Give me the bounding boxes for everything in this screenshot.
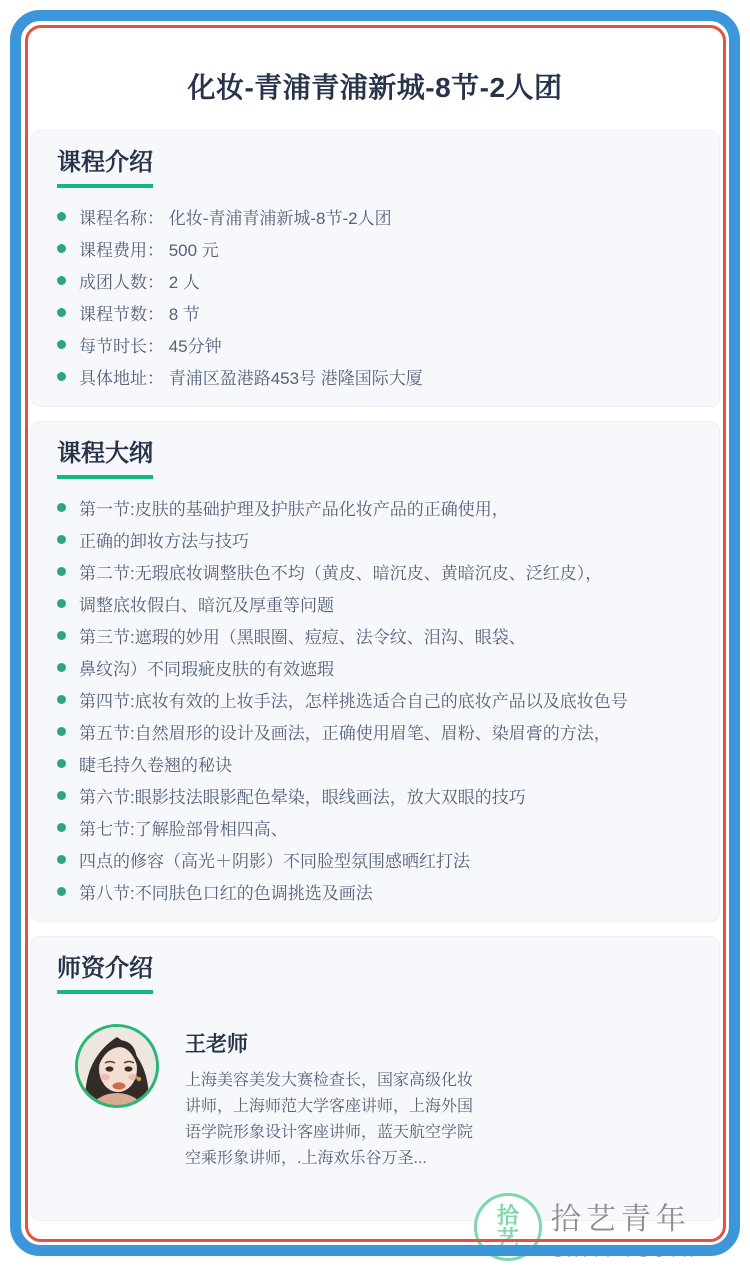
bullet-icon <box>57 276 66 285</box>
brand-name-en: SHIYI YOUTH <box>552 1243 698 1261</box>
list-item <box>57 811 697 843</box>
list-item <box>57 779 697 811</box>
list-item-text: 第五节:自然眉形的设计及画法，正确使用眉笔、眉粉、染眉膏的方法， <box>79 723 611 743</box>
bullet-icon <box>57 695 66 704</box>
teacher-info <box>185 1024 487 1172</box>
list-item <box>57 264 697 296</box>
list-item <box>57 843 697 875</box>
teacher-photo <box>75 1024 159 1108</box>
course-intro-card <box>30 130 720 407</box>
list-item <box>57 200 697 232</box>
course-outline-list <box>57 491 697 907</box>
bullet-icon <box>57 503 66 512</box>
list-item-text: 正确的卸妆方法与技巧 <box>79 531 249 551</box>
list-item <box>57 651 697 683</box>
course-intro-heading: 课程介绍 <box>57 149 153 188</box>
list-item-text: 睫毛持久卷翘的秘诀 <box>79 755 232 775</box>
list-item <box>57 875 697 907</box>
bullet-icon <box>57 340 66 349</box>
list-item-text: 第八节:不同肤色口红的色调挑选及画法 <box>79 883 373 903</box>
bullet-icon <box>57 631 66 640</box>
list-item-text: 每节时长： 45分钟 <box>79 336 222 356</box>
bullet-icon <box>57 212 66 221</box>
bullet-icon <box>57 823 66 832</box>
list-item-text: 第三节:遮瑕的妙用（黑眼圈、痘痘、法令纹、泪沟、眼袋、 <box>79 627 526 647</box>
teacher-heading: 师资介绍 <box>57 955 153 994</box>
list-item-text: 课程名称： 化妆-青浦青浦新城-8节-2人团 <box>79 208 392 228</box>
poster-content <box>30 28 720 1261</box>
bullet-icon <box>57 599 66 608</box>
list-item-text: 鼻纹沟）不同瑕疵皮肤的有效遮瑕 <box>79 659 334 679</box>
list-item-text: 第一节:皮肤的基础护理及护肤产品化妆产品的正确使用， <box>79 499 509 519</box>
brand-footer <box>30 1193 698 1261</box>
bullet-icon <box>57 308 66 317</box>
logo-char-top: 拾 <box>496 1203 519 1228</box>
list-item <box>57 587 697 619</box>
list-item <box>57 523 697 555</box>
list-item <box>57 715 697 747</box>
list-item-text: 课程节数： 8 节 <box>79 304 200 324</box>
bullet-icon <box>57 855 66 864</box>
logo-char-bottom: 艺 <box>496 1226 519 1251</box>
list-item-text: 四点的修容（高光＋阴影）不同脸型氛围感晒红打法 <box>79 851 470 871</box>
bullet-icon <box>57 791 66 800</box>
list-item <box>57 555 697 587</box>
teacher-row <box>75 1024 697 1172</box>
teacher-name: 王老师 <box>185 1033 248 1056</box>
bullet-icon <box>57 244 66 253</box>
list-item-text: 第七节:了解脸部骨相四高、 <box>79 819 288 839</box>
course-intro-list <box>57 200 697 392</box>
list-item-text: 调整底妆假白、暗沉及厚重等问题 <box>79 595 334 615</box>
brand-name-cn: 拾艺青年 <box>550 1202 691 1236</box>
teacher-card <box>30 936 720 1221</box>
list-item <box>57 683 697 715</box>
list-item <box>57 296 697 328</box>
bullet-icon <box>57 887 66 896</box>
bullet-icon <box>57 663 66 672</box>
course-outline-heading: 课程大纲 <box>57 440 153 479</box>
list-item <box>57 619 697 651</box>
list-item-text: 具体地址： 青浦区盈港路453号 港隆国际大厦 <box>79 368 423 388</box>
list-item-text: 成团人数： 2 人 <box>79 272 200 292</box>
list-item <box>57 491 697 523</box>
page-title: 化妆-青浦青浦新城-8节-2人团 <box>187 72 563 103</box>
course-outline-card <box>30 421 720 922</box>
list-item-text: 第六节:眼影技法眼影配色晕染，眼线画法，放大双眼的技巧 <box>79 787 526 807</box>
bullet-icon <box>57 372 66 381</box>
list-item <box>57 360 697 392</box>
list-item <box>57 328 697 360</box>
list-item-text: 课程费用： 500 元 <box>79 240 219 260</box>
teacher-bio: 上海美容美发大赛检查长，国家高级化妆讲师，上海师范大学客座讲师，上海外国语学院形象设计客座讲师，蓝天航空学院空乘形象讲师，.上海欢乐谷万圣... <box>185 1072 474 1167</box>
bullet-icon <box>57 535 66 544</box>
list-item <box>57 232 697 264</box>
list-item-text: 第四节:底妆有效的上妆手法，怎样挑选适合自己的底妆产品以及底妆色号 <box>79 691 628 711</box>
bullet-icon <box>57 759 66 768</box>
list-item <box>57 747 697 779</box>
brand-logo-icon <box>474 1193 542 1261</box>
list-item-text: 第二节:无瑕底妆调整肤色不均（黄皮、暗沉皮、黄暗沉皮、泛红皮）， <box>79 563 603 583</box>
bullet-icon <box>57 567 66 576</box>
brand-logo-text <box>551 1194 698 1261</box>
bullet-icon <box>57 727 66 736</box>
